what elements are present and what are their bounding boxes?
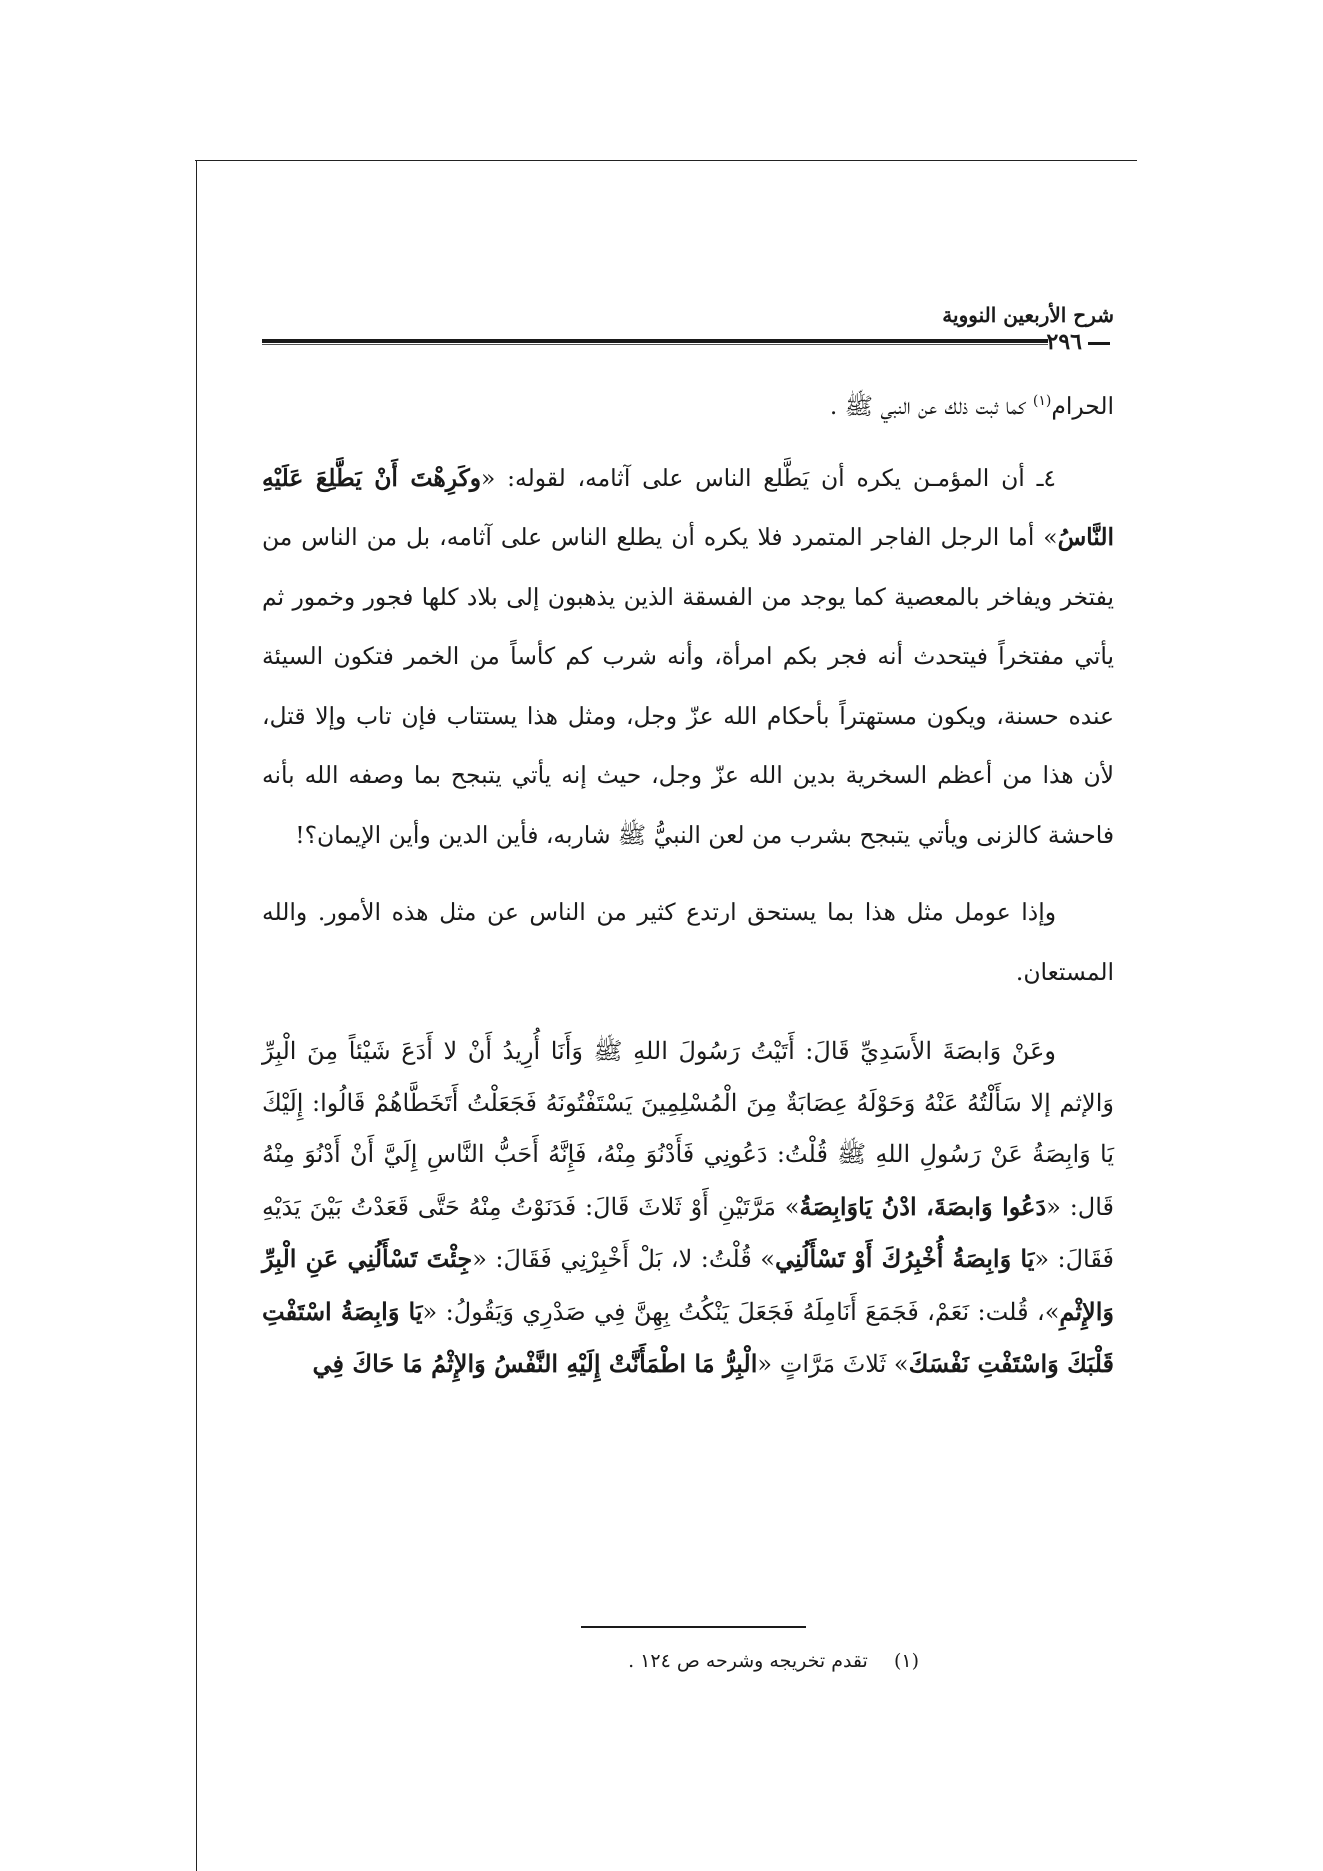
footnote-text: تقدم تخريجه وشرحه ص ١٢٤ . [628,1650,868,1672]
hadith-text: وعَنْ وَابصَةَ الأَسَدِيِّ قَالَ: أَتَيْتُ رَسُولَ اللهِ ﷺ وَأَنَا أُرِيدُ أَنْ لا أَدَعَ شَيْئاً مِنَ الْبِرِّ وَالإثم إلا سَأَلْتُهُ عَنْهُ وَحَوْلَهُ عِصَابَةٌ مِنَ الْمُسْلِمِينَ يَسْتَفْتُونَهُ فَجَعَلْتُ أَتَخَطَّاهُمْ قَالُوا: إِلَيْكَ يَا وَابِصَةُ عَنْ رَسُولِ اللهِ ﷺ قُلْتُ: دَعُونِي فَأَدْنُوَ مِنْهُ، فَإِنَّهُ أَحَبُّ النَّاسِ إِلَيَّ أَنْ أَدْنُوَ مِنْهُ قَال: «دَعُوا وَابصَةَ، ادْنُ يَاوَابِصَةُ» مَرَّتَيْنِ أَوْ ثَلاثَ قَالَ: فَدَنَوْتُ مِنْهُ حَتَّى قَعَدْتُ بَيْنَ يَدَيْهِ فَقَالَ: «يَا وَابِصَةُ أُخْبِرُكَ أَوْ تَسْأَلُنِي» قُلْتُ: لا، بَلْ أَخْبِرْنِي فَقَالَ: «جِئْتَ تَسْأَلُنِي عَنِ الْبِرِّ وَالإِثْمِ»، قُلت: نَعَمْ، فَجَمَعَ أَنَامِلَهُ فَجَعَلَ يَنْكُتُ بِهِنَّ فِي صَدْرِي وَيَقُولُ: «يَا وَابِصَةُ اسْتَفْتِ قَلْبَكَ وَاسْتَفْتِ نَفْسَكَ» ثَلاثَ مَرَّاتٍ «الْبِرُّ مَا اطْمَأَنَّتْ إِلَيْهِ النَّفْسُ وَالإِثْمُ مَا حَاكَ فِي [262,1037,1115,1378]
hadith-quote: وكَرِهْتَ أَنْ يَطَّلِعَ عَلَيْهِ النَّاسُ [262,463,1114,551]
hadith-quote: الْبِرُّ مَا اطْمَأَنَّتْ إِلَيْهِ النَّفْسُ وَالإِثْمُ مَا حَاكَ فِي [312,1349,758,1378]
running-title: شرح الأربعين النووية [942,303,1114,327]
hadith-quote: جِئْتَ تَسْأَلُنِي عَنِ الْبِرِّ وَالإِثْمِ [262,1244,1115,1326]
header-rule [262,339,1048,343]
hadith-quote: يَا وَابِصَةُ أُخْبِرُكَ أَوْ تَسْأَلُنِي [774,1244,1035,1273]
footnote [628,1650,919,1672]
footnote-ref[interactable]: (١) [1032,393,1052,410]
page-body [262,377,1114,1391]
footnote-number: (١) [893,1650,919,1672]
header-rule-thin [262,344,1048,345]
page-number: ٢٩٦ [1047,329,1110,355]
paragraph-2: ٤ـ أن المؤمـن يكره أن يَطَّلع الناس على آثامه، لقوله: «وكَرِهْتَ أَنْ يَطَّلِعَ عَلَيْهِ النَّاسُ» أما الرجل الفاجر المتمرد فلا يكره أن يطلع الناس على آثامه، بل من الناس من يفتخر ويفاخر بالمعصية كما يوجد من الفسقة الذين يذهبون إلى بلاد كلها فجور وخمور ثم يأتي مفتخراً فيتحدث أنه فجر بكم امرأة، وأنه شرب كم كأساً من الخمر فتكون السيئة عنده حسنة، ويكون مستهتراً بأحكام الله عزّ وجل، ومثل هذا يستتاب فإن تاب وإلا قتل، لأن هذا من أعظم السخرية بدين الله عزّ وجل، حيث إنه يأتي يتبجح بما وصفه الله بأنه فاحشة كالزنى ويأتي يتبجح بشرب من لعن النبيُّ ﷺ شاربه، فأين الدين وأين الإيمان؟! [262,463,1114,849]
paragraph-1: الحرام$^{(١)}$ كما ثبت ذلك عن النبي ﷺ . [829,392,1114,420]
hadith-quote: يَا وَابِصَةُ اسْتَفْتِ قَلْبَكَ وَاسْتَفْتِ نَفْسَكَ [262,1296,1114,1378]
crop-mark-left [196,160,197,1871]
footnote-separator [581,1626,806,1628]
crop-mark-top [195,160,1137,161]
hadith-quote: دَعُوا وَابصَةَ، ادْنُ يَاوَابِصَةُ [799,1191,1047,1221]
paragraph-3: وإذا عومل مثل هذا بما يستحق ارتدع كثير من الناس عن مثل هذه الأمور. والله المستعان. [262,898,1114,986]
